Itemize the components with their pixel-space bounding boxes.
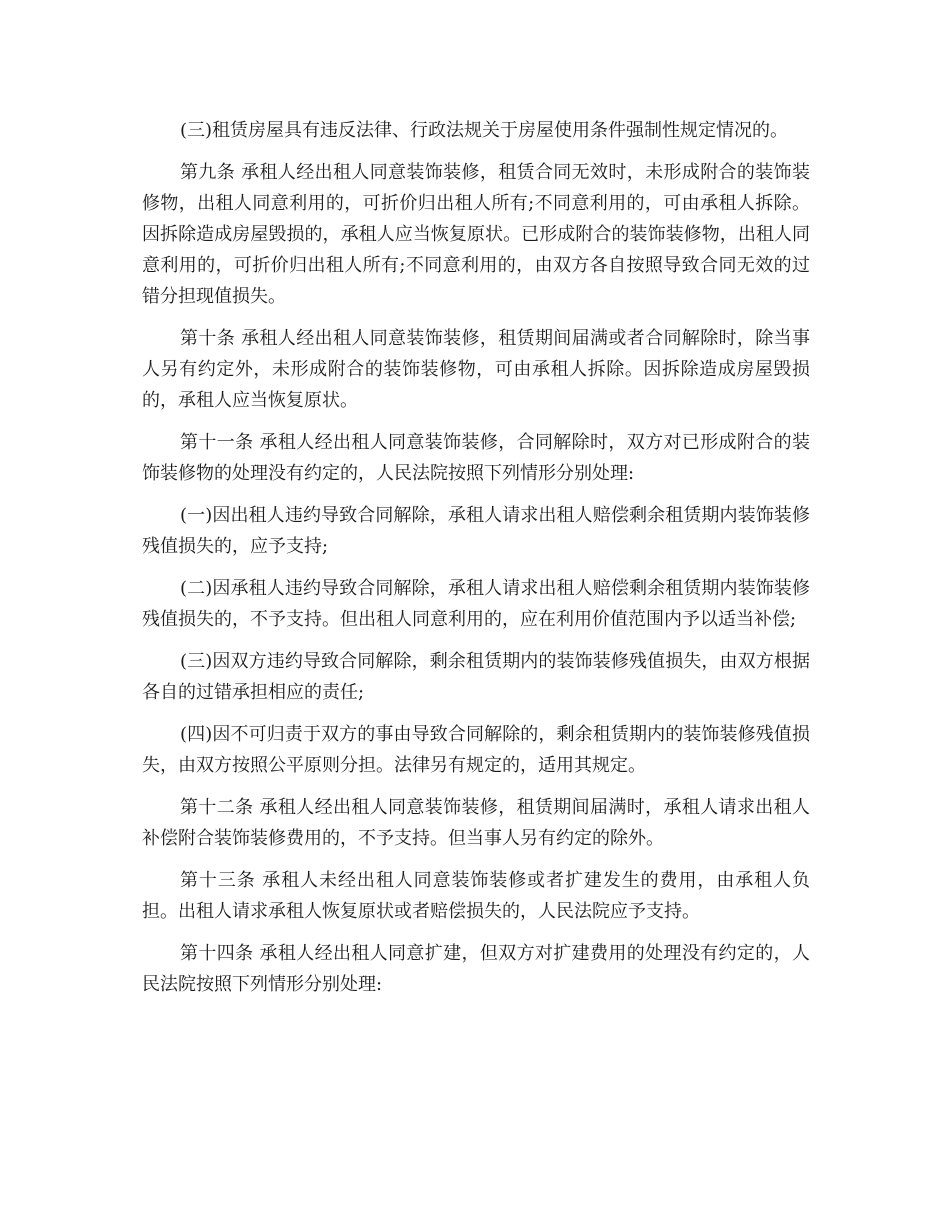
paragraph-article-12: 第十二条 承租人经出租人同意装饰装修，租赁期间届满时，承租人请求出租人补偿附合装饰装修费用的，不予支持。但当事人另有约定的除外。 <box>142 797 810 849</box>
paragraph-article-10: 第十条 承租人经出租人同意装饰装修，租赁期间届满或者合同解除时，除当事人另有约定外，未形成附合的装饰装修物，可由承租人拆除。因拆除造成房屋毁损的，承租人应当恢复原状。 <box>142 328 810 411</box>
paragraph-article-11-item-3: (三)因双方违约导致合同解除，剩余租赁期内的装饰装修残值损失，由双方根据各自的过错承担相应的责任; <box>142 651 810 703</box>
document-body <box>142 115 810 1011</box>
paragraph-article-11-item-4: (四)因不可归责于双方的事由导致合同解除的，剩余租赁期内的装饰装修残值损失，由双方按照公平原则分担。法律另有规定的，适用其规定。 <box>142 724 810 776</box>
paragraph-item-3-of-article-8: (三)租赁房屋具有违反法律、行政法规关于房屋使用条件强制性规定情况的。 <box>180 120 789 141</box>
paragraph-article-13: 第十三条 承租人未经出租人同意装饰装修或者扩建发生的费用，由承租人负担。出租人请求承租人恢复原状或者赔偿损失的，人民法院应予支持。 <box>142 870 810 922</box>
paragraph-article-14: 第十四条 承租人经出租人同意扩建，但双方对扩建费用的处理没有约定的，人民法院按照下列情形分别处理: <box>142 943 810 995</box>
paragraph-article-11-item-1: (一)因出租人违约导致合同解除，承租人请求出租人赔偿剩余租赁期内装饰装修残值损失的，应予支持; <box>142 505 810 557</box>
paragraph-article-9: 第九条 承租人经出租人同意装饰装修，租赁合同无效时，未形成附合的装饰装修物，出租人同意利用的，可折价归出租人所有;不同意利用的，可由承租人拆除。因拆除造成房屋毁损的，承租人应当恢复原状。已形成附合的装饰装修物，出租人同意利用的，可折价归出租人所有;不同意利用的，由双方各自按照导致合同无效的过错分担现值损失。 <box>142 162 810 307</box>
paragraph-article-11: 第十一条 承租人经出租人同意装饰装修，合同解除时，双方对已形成附合的装饰装修物的处理没有约定的，人民法院按照下列情形分别处理: <box>142 432 810 484</box>
paragraph-article-11-item-2: (二)因承租人违约导致合同解除，承租人请求出租人赔偿剩余租赁期内装饰装修残值损失的，不予支持。但出租人同意利用的，应在利用价值范围内予以适当补偿; <box>142 578 810 630</box>
